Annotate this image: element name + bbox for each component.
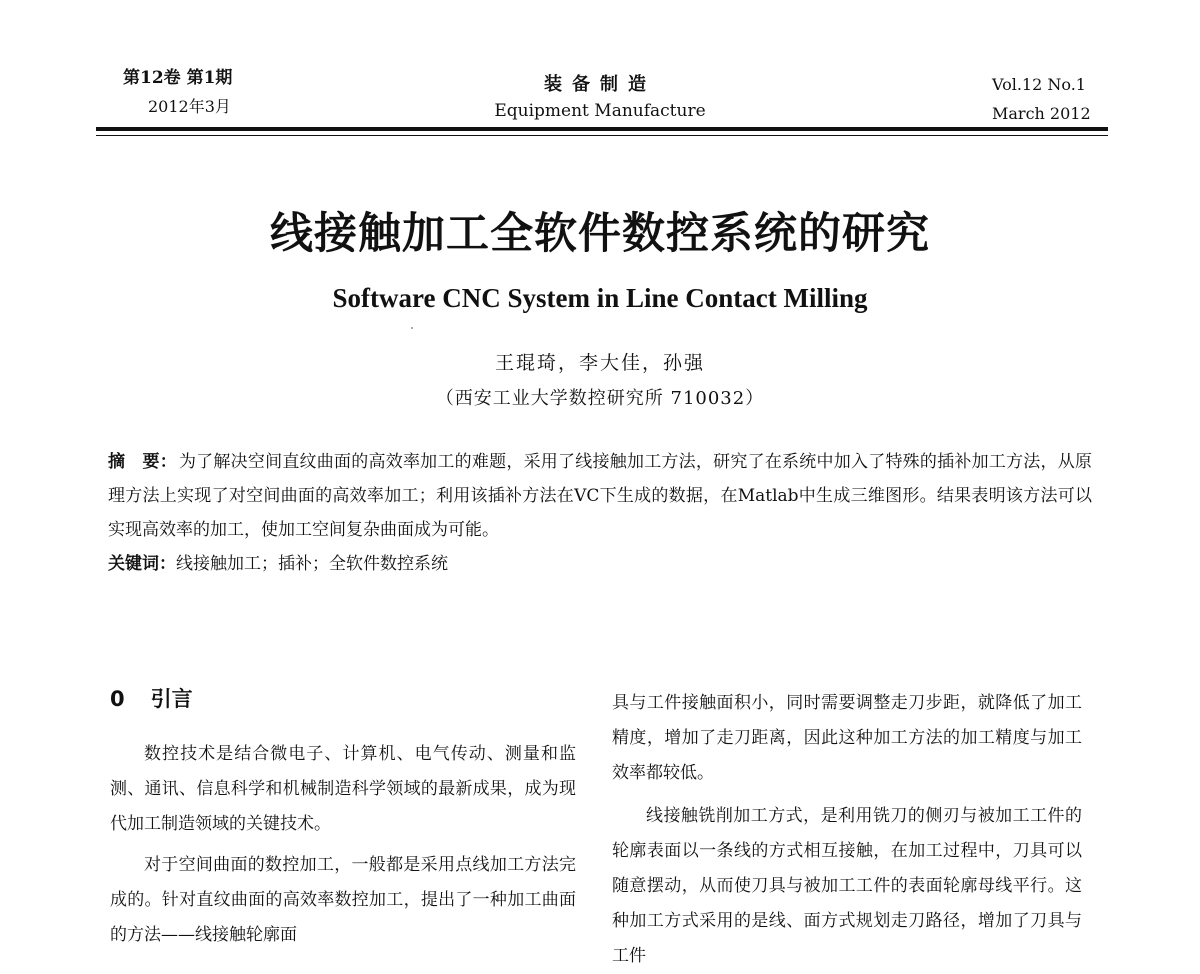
authors: 王琨琦，李大佳，孙强 [494,352,705,374]
abstract [108,445,1092,547]
body-column-right [612,686,1082,974]
affiliation: （西安工业大学数控研究所 710032） [435,388,765,409]
date-en: March 2012 [992,104,1091,123]
header-rule-thick [96,127,1108,131]
journal-name-en: Equipment Manufacture [494,101,706,121]
keywords-label: 关键词： [108,554,176,574]
paper-title-en: Software CNC System in Line Contact Milling [332,283,868,313]
section-title: 引言 [150,687,193,711]
keywords-text: 线接触加工；插补；全软件数控系统 [176,554,448,574]
abstract-text: 为了解决空间直纹曲面的高效率加工的难题，采用了线接触加工方法，研究了在系统中加入了特殊的插补加工方法，从原理方法上实现了对空间曲面的高效率加工；利用该插补方法在VC下生成的数据，在Matlab中生成三维图形。结果表明该方法可以实现高效率的加工，使加工空间复杂曲面成为可能。 [108,452,1093,540]
header-rule-thin [96,135,1108,136]
section-heading [110,683,193,713]
scan-speck [411,327,413,329]
keywords [108,549,1092,579]
volume-issue-cn: 第12卷 第1期 [123,68,233,88]
section-number: 0 [110,687,125,711]
paragraph: 线接触铣削加工方式，是利用铣刀的侧刃与被加工工件的轮廓表面以一条线的方式相互接触，在加工过程中，刀具可以随意摆动，从而使刀具与被加工工件的表面轮廓母线平行。这种加工方式采用的是线、面方式规划走刀路径，增加了刀具与工件 [612,806,1082,966]
paper-title-cn: 线接触加工全软件数控系统的研究 [270,209,930,259]
body-column-left [110,737,576,953]
abstract-label: 摘 要： [108,452,177,472]
paragraph: 具与工件接触面积小，同时需要调整走刀步距，就降低了加工精度，增加了走刀距离，因此这种加工方法的加工精度与加工效率都较低。 [612,693,1082,783]
volume-issue-en: Vol.12 No.1 [992,75,1086,94]
paragraph: 数控技术是结合微电子、计算机、电气传动、测量和监测、通讯、信息科学和机械制造科学领域的最新成果，成为现代加工制造领域的关键技术。 [110,744,576,834]
date-cn: 2012年3月 [148,97,231,116]
paragraph: 对于空间曲面的数控加工，一般都是采用点线加工方法完成的。针对直纹曲面的高效率数控加工，提出了一种加工曲面的方法——线接触轮廓面 [110,855,576,945]
journal-name-cn: 装备制造 [544,74,656,95]
